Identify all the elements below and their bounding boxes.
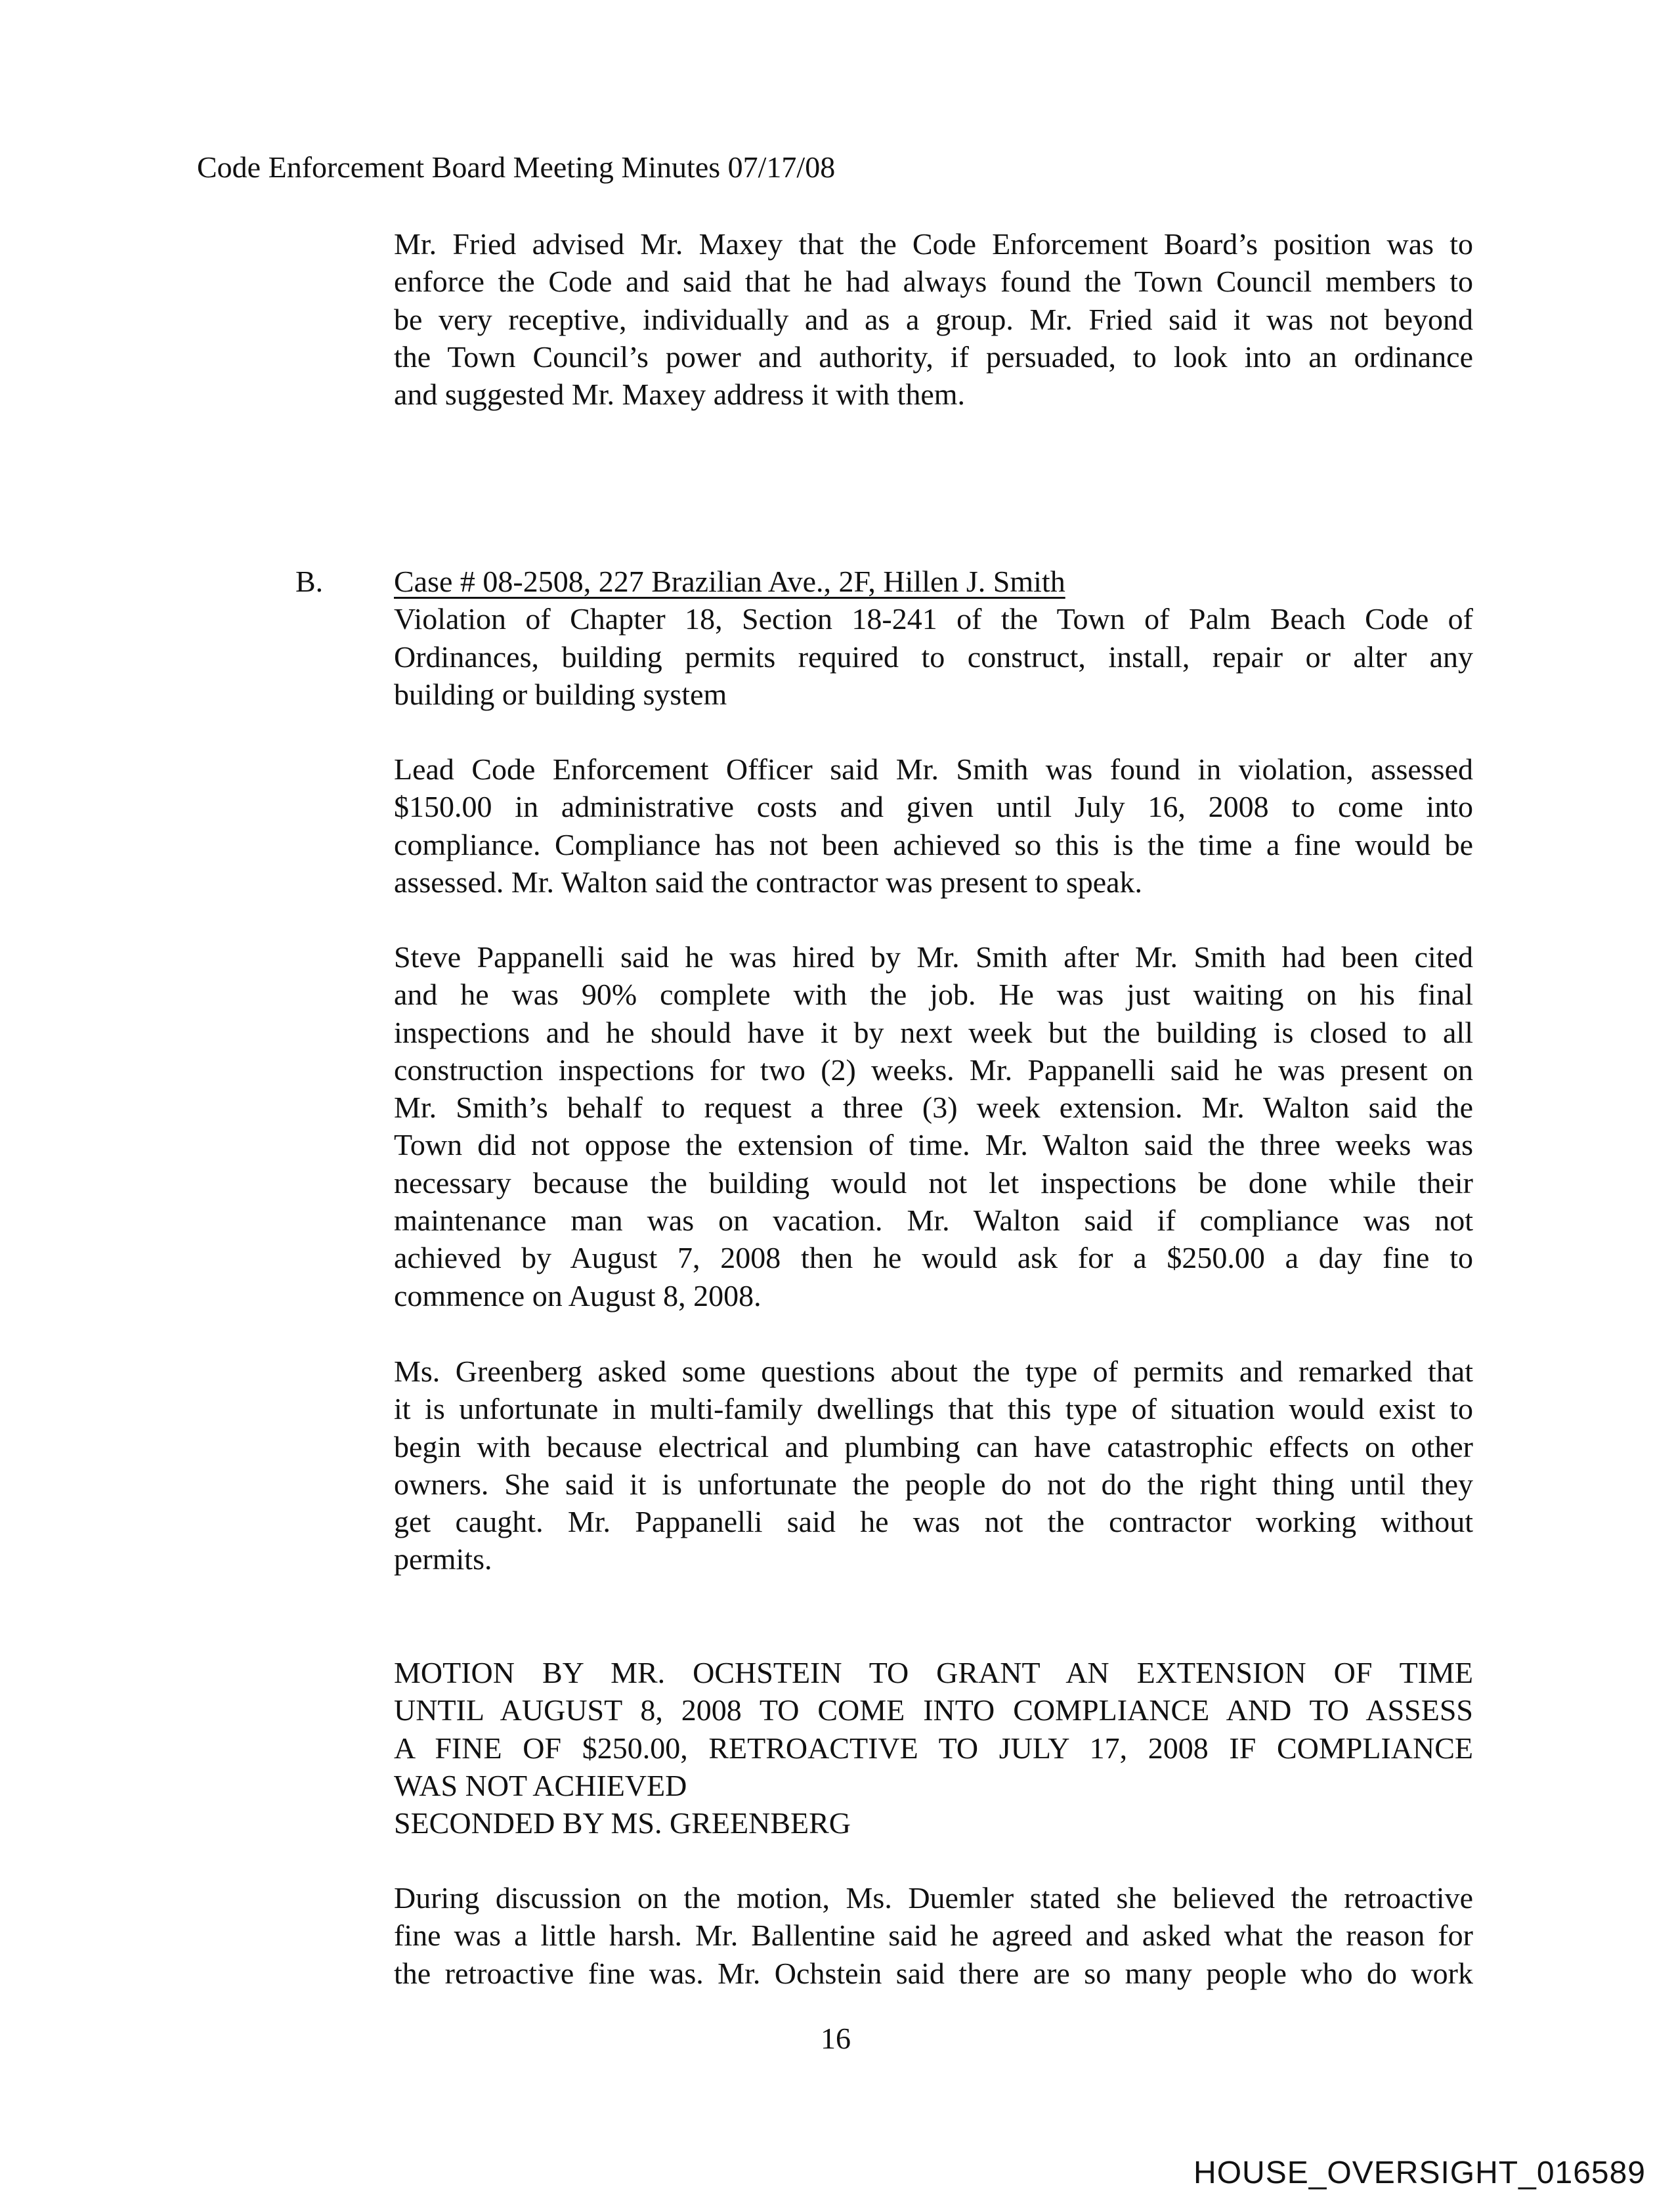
text-line: permits. — [394, 1542, 492, 1576]
text-line: fine was a little harsh. Mr. Ballentine said he agreed and asked what the reason for — [394, 1919, 1473, 1953]
text-line: and suggested Mr. Maxey address it with them. — [394, 378, 966, 412]
text-line: necessary because the building would not let inspections be done while their — [394, 1165, 1473, 1200]
paragraph-discussion — [394, 1879, 1473, 1992]
text-line: SECONDED BY MS. GREENBERG — [394, 1806, 851, 1840]
text-line: Ms. Greenberg asked some questions about the type of permits and remarked that — [394, 1355, 1473, 1388]
paragraph-greenberg — [394, 1353, 1473, 1578]
text-line: UNTIL AUGUST 8, 2008 TO COME INTO COMPLIANCE AND TO ASSESS — [394, 1693, 1473, 1727]
text-line: the retroactive fine was. Mr. Ochstein said there are so many people who do work — [394, 1956, 1473, 1990]
text-line: compliance. Compliance has not been achieved so this is the time a fine would be — [394, 827, 1473, 861]
text-line: construction inspections for two (2) weeks. Mr. Pappanelli said he was present on — [394, 1052, 1473, 1087]
text-line: begin with because electrical and plumbing can have catastrophic effects on other — [394, 1429, 1473, 1464]
text-line: get caught. Mr. Pappanelli said he was not the contractor working without — [394, 1505, 1473, 1539]
text-line: Lead Code Enforcement Officer said Mr. Smith was found in violation, assessed — [394, 752, 1473, 786]
text-line: A FINE OF $250.00, RETROACTIVE TO JULY 17, 2008 IF COMPLIANCE — [394, 1731, 1473, 1765]
paragraph-officer — [394, 750, 1473, 901]
text-line: enforce the Code and said that he had always found the Town Council members to — [394, 265, 1473, 299]
paragraph-fried — [394, 225, 1473, 413]
case-block — [394, 563, 1473, 713]
text-line: maintenance man was on vacation. Mr. Walton said if compliance was not — [394, 1204, 1473, 1238]
motion-block — [394, 1654, 1473, 1842]
text-line: inspections and he should have it by next week but the building is closed to all — [394, 1015, 1473, 1049]
text-line: the Town Council’s power and authority, if persuaded, to look into an ordinance — [394, 339, 1473, 374]
text-line: Ordinances, building permits required to construct, install, repair or alter any — [394, 640, 1473, 674]
text-line: During discussion on the motion, Ms. Duemler stated she believed the retroactive — [394, 1881, 1473, 1915]
text-line: it is unfortunate in multi-family dwellings that this type of situation would exist to — [394, 1392, 1473, 1426]
text-line: MOTION BY MR. OCHSTEIN TO GRANT AN EXTENSION OF TIME — [394, 1656, 1473, 1689]
violation-text — [394, 600, 1473, 713]
bates-stamp: HOUSE_OVERSIGHT_016589 — [1193, 2156, 1646, 2190]
text-line: assessed. Mr. Walton said the contractor was present to speak. — [394, 865, 1143, 899]
document-header: Code Enforcement Board Meeting Minutes 07/17/08 — [197, 150, 836, 184]
text-line: WAS NOT ACHIEVED — [394, 1768, 687, 1802]
page-number: 16 — [821, 2022, 851, 2055]
text-line: Violation of Chapter 18, Section 18-241 of the Town of Palm Beach Code of — [394, 602, 1473, 636]
item-letter: B. — [295, 565, 324, 598]
text-line: Mr. Smith’s behalf to request a three (3) week extension. Mr. Walton said the — [394, 1091, 1473, 1125]
text-line: Town did not oppose the extension of time. Mr. Walton said the three weeks was — [394, 1128, 1473, 1162]
paragraph-pappanelli — [394, 938, 1473, 1314]
text-line: be very receptive, individually and as a group. Mr. Fried said it was not beyond — [394, 302, 1473, 336]
text-line: and he was 90% complete with the job. He was just waiting on his final — [394, 978, 1473, 1012]
text-line: commence on August 8, 2008. — [394, 1278, 762, 1312]
case-title: Case # 08-2508, 227 Brazilian Ave., 2F, Hillen J. Smith — [394, 565, 1065, 598]
text-line: Mr. Fried advised Mr. Maxey that the Code Enforcement Board’s position was to — [394, 227, 1473, 261]
text-line: achieved by August 7, 2008 then he would ask for a $250.00 a day fine to — [394, 1241, 1473, 1275]
text-line: owners. She said it is unfortunate the people do not do the right thing until they — [394, 1467, 1473, 1501]
text-line: $150.00 in administrative costs and given until July 16, 2008 to come into — [394, 790, 1473, 824]
text-line: building or building system — [394, 677, 727, 711]
text-line: Steve Pappanelli said he was hired by Mr. Smith after Mr. Smith had been cited — [394, 940, 1473, 974]
